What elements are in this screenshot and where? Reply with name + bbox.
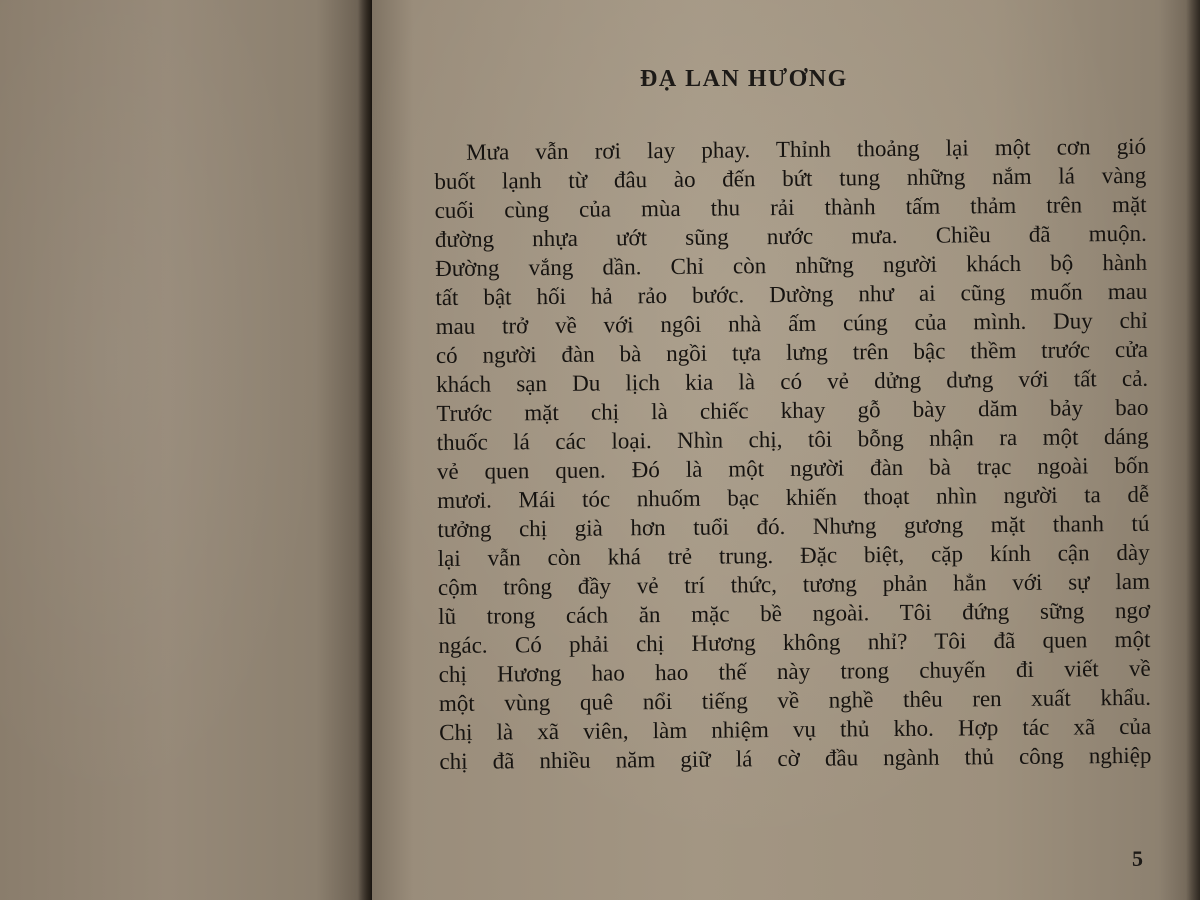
text-line: lũ trong cách ăn mặc bề ngoài. Tôi đứng sững ngơ xyxy=(438,597,1151,629)
page-number: 5 xyxy=(1132,846,1143,871)
text-line: một vùng quê nổi tiếng về nghề thêu ren xuất khẩu. xyxy=(438,684,1152,716)
page-edge-shadow xyxy=(1186,0,1200,900)
text-line: thuốc lá các loại. Nhìn chị, tôi bỗng nhận ra một dáng xyxy=(436,423,1149,455)
text-line: chị Hương hao hao thế này trong chuyến đi viết về xyxy=(438,655,1151,687)
text-line: vẻ quen quen. Đó là một người đàn bà trạc ngoài bốn xyxy=(436,452,1149,484)
text-line: Mưa vẫn rơi lay phay. Thỉnh thoảng lại một cơn gió xyxy=(466,133,1147,165)
text-line: Trước mặt chị là chiếc khay gỗ bày dăm bảy bao xyxy=(436,394,1149,426)
text-line: cộm trông đầy vẻ trí thức, tương phản hẳn với sự lam xyxy=(437,568,1151,600)
text-line: ngác. Có phải chị Hương không nhỉ? Tôi đã quen một xyxy=(438,626,1151,658)
text-line: lại vẫn còn khá trẻ trung. Đặc biệt, cặp kính cận dày xyxy=(437,539,1150,571)
text-line: mươi. Mái tóc nhuốm bạc khiến thoạt nhìn người ta dễ xyxy=(437,481,1150,513)
text-line: buốt lạnh từ đâu ào đến bứt tung những nắm lá vàng xyxy=(434,162,1147,194)
text-line: đường nhựa ướt sũng nước mưa. Chiều đã muộn. xyxy=(434,220,1147,252)
text-line: mau trở về với ngôi nhà ấm cúng của mình. Duy chỉ xyxy=(435,307,1148,339)
text-line: cuối cùng của mùa thu rải thành tấm thảm trên mặt xyxy=(434,191,1147,223)
text-line: Chị là xã viên, làm nhiệm vụ thủ kho. Hợp tác xã của xyxy=(439,713,1152,745)
text-line: chị đã nhiều năm giữ lá cờ đầu ngành thủ công nghiệp xyxy=(439,742,1152,774)
text-line: có người đàn bà ngồi tựa lưng trên bậc thềm trước cửa xyxy=(435,336,1148,368)
text-line: khách sạn Du lịch kia là có vẻ dửng dưng với tất cả. xyxy=(436,365,1149,397)
text-line: tưởng chị già hơn tuổi đó. Nhưng gương mặt thanh tú xyxy=(437,510,1150,542)
text-line: Đường vắng dần. Chỉ còn những người khách bộ hành xyxy=(435,249,1148,281)
text-line: tất bật hối hả rảo bước. Dường như ai cũng muốn mau xyxy=(435,278,1148,310)
page-title: ĐẠ LAN HƯƠNG xyxy=(640,66,848,92)
right-page xyxy=(372,0,1200,900)
left-page-blank xyxy=(0,0,372,900)
body-paragraph xyxy=(434,132,1152,776)
